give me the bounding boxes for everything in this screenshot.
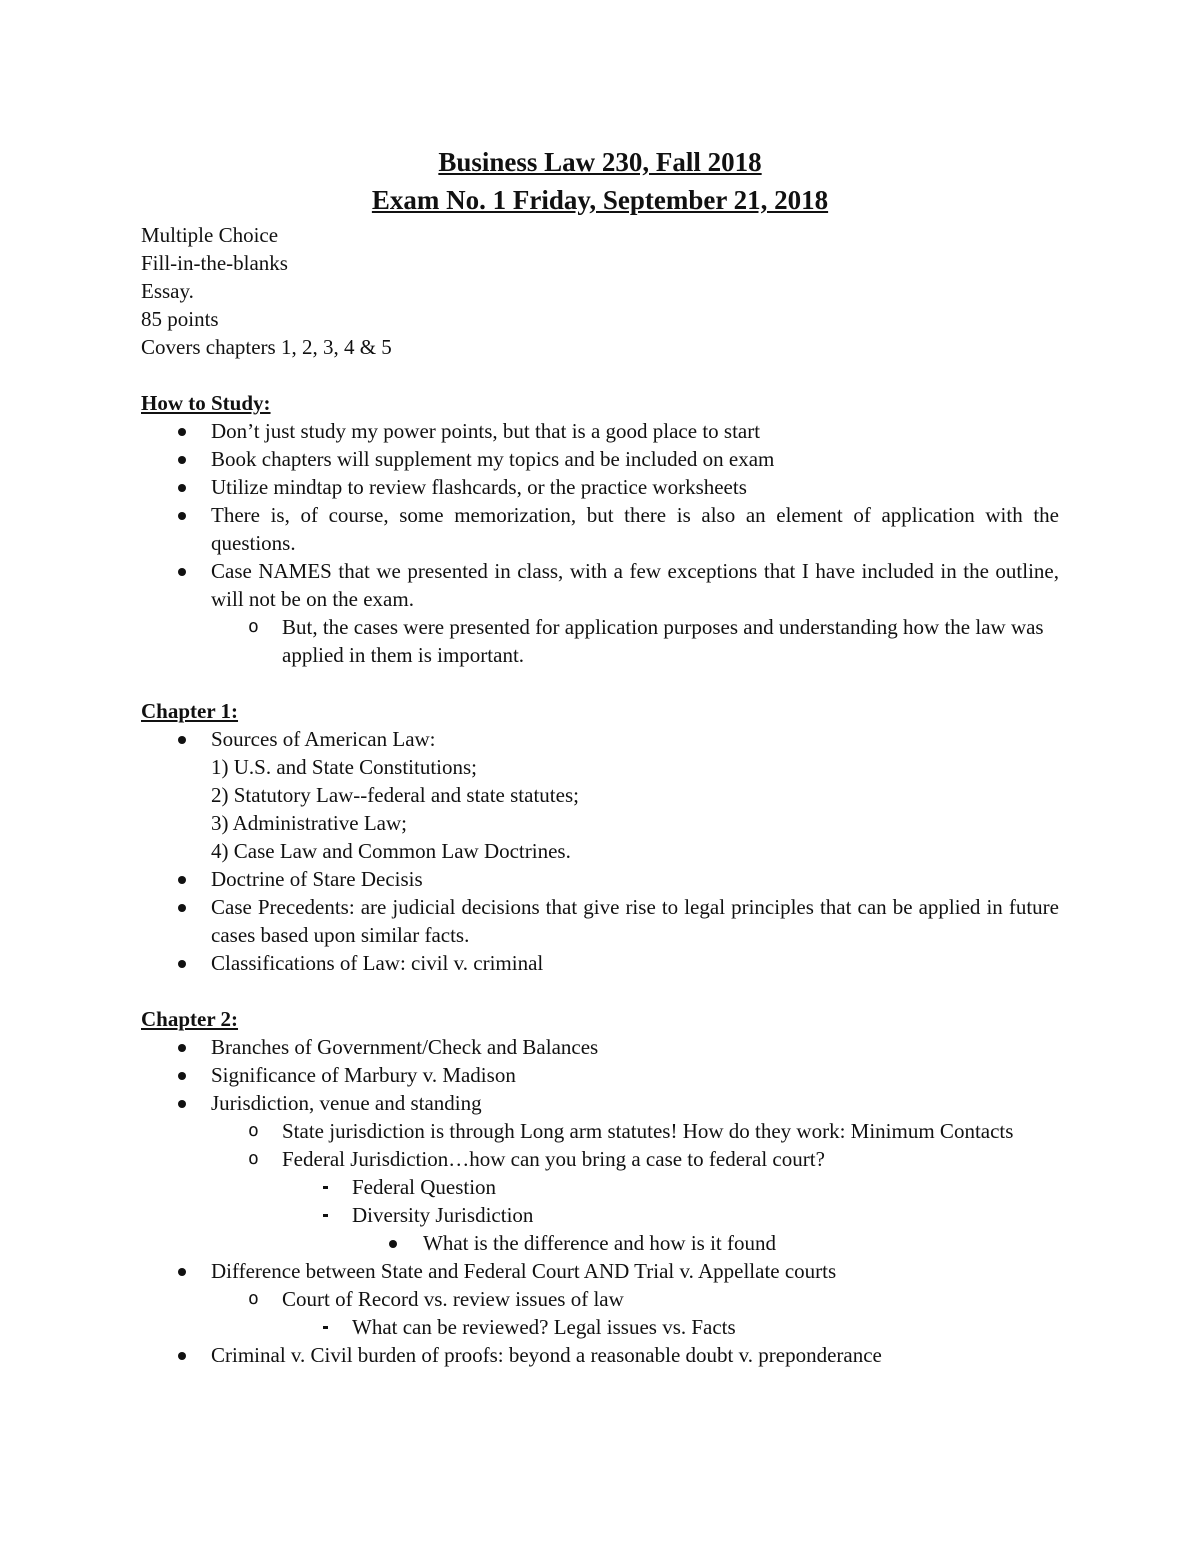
how-to-study-list [141, 417, 1059, 669]
source-line: 1) U.S. and State Constitutions; [211, 755, 478, 779]
sub-list-item: o State jurisdiction is through Long arm statutes! How do they work: Minimum Contacts [141, 1117, 1059, 1145]
level-4-list-item: What is the difference and how is it found [141, 1229, 1059, 1257]
list-item: Don’t just study my power points, but that is a good place to start [141, 417, 1059, 445]
format-line: Essay. [141, 279, 194, 303]
list-item: There is, of course, some memorization, but there is also an element of application with the questions. [141, 501, 1059, 557]
source-line: 3) Administrative Law; [211, 811, 407, 835]
source-line: 2) Statutory Law--federal and state statutes; [211, 783, 579, 807]
list-item: Sources of American Law: [141, 725, 1059, 753]
list-item: Branches of Government/Check and Balances [141, 1033, 1059, 1061]
chapter-1-list [141, 725, 1059, 977]
how-to-study-heading: How to Study: [141, 391, 271, 415]
sub-sub-list-item: Federal Question [141, 1173, 1059, 1201]
sub-sub-list-item: What can be reviewed? Legal issues vs. Facts [141, 1313, 1059, 1341]
list-item: Book chapters will supplement my topics and be included on exam [141, 445, 1059, 473]
list-item: Doctrine of Stare Decisis [141, 865, 1059, 893]
sub-list-item: o Court of Record vs. review issues of law [141, 1285, 1059, 1313]
list-item: Classifications of Law: civil v. criminal [141, 949, 1059, 977]
list-item: Jurisdiction, venue and standing [141, 1089, 1059, 1117]
list-item: Significance of Marbury v. Madison [141, 1061, 1059, 1089]
chapter-2-list [141, 1033, 1059, 1369]
exam-format-list [141, 221, 1059, 361]
list-item: Case Precedents: are judicial decisions that give rise to legal principles that can be applied in future cases based upon similar facts. [141, 893, 1059, 949]
document-subtitle: Exam No. 1 Friday, September 21, 2018 [371, 185, 829, 215]
document-title: Business Law 230, Fall 2018 [438, 147, 762, 177]
list-item: Case NAMES that we presented in class, with a few exceptions that I have included in the outline, will not be on the exam. [141, 557, 1059, 613]
chapter-1-heading: Chapter 1: [141, 699, 239, 723]
list-item: Utilize mindtap to review flashcards, or the practice worksheets [141, 473, 1059, 501]
chapter-2-heading: Chapter 2: [141, 1007, 239, 1031]
sub-list-item: o Federal Jurisdiction…how can you bring a case to federal court? [141, 1145, 1059, 1173]
list-item: Difference between State and Federal Court AND Trial v. Appellate courts [141, 1257, 1059, 1285]
format-line: Multiple Choice [141, 223, 279, 247]
sub-list-item: o But, the cases were presented for application purposes and understanding how the law was applied in them is important. [141, 613, 1059, 669]
format-line: Covers chapters 1, 2, 3, 4 & 5 [141, 335, 392, 359]
source-line: 4) Case Law and Common Law Doctrines. [211, 839, 571, 863]
format-line: Fill-in-the-blanks [141, 251, 288, 275]
document-page [141, 143, 1059, 1369]
format-line: 85 points [141, 307, 219, 331]
sub-sub-list-item: Diversity Jurisdiction [141, 1201, 1059, 1229]
list-item: Criminal v. Civil burden of proofs: beyond a reasonable doubt v. preponderance [141, 1341, 1059, 1369]
